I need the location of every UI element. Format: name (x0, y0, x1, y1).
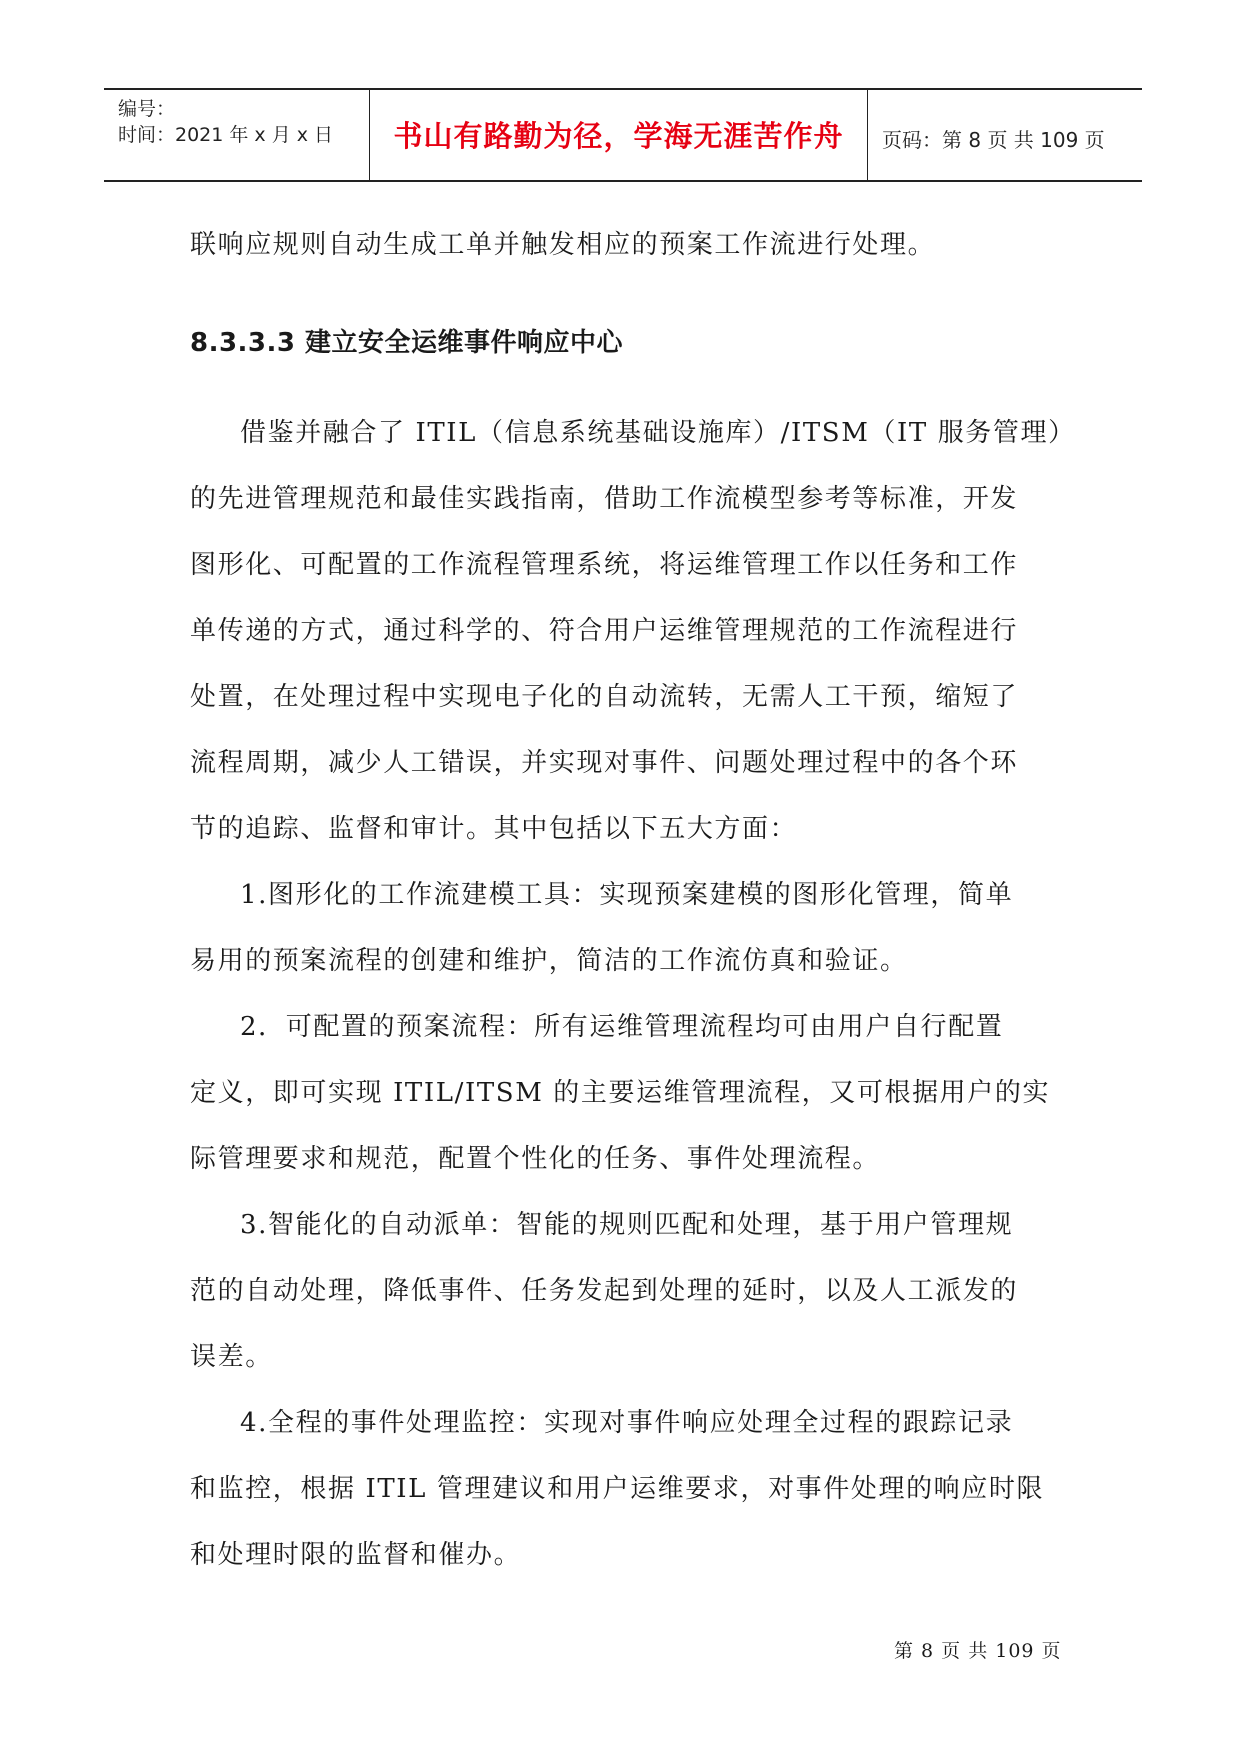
list-item-line: 1.图形化的工作流建模工具：实现预案建模的图形化管理，简单 (240, 880, 1014, 910)
header-page-cell (868, 90, 1142, 180)
list-item-line: 定义，即可实现 ITIL/ITSM 的主要运维管理流程，又可根据用户的实 (190, 1078, 1051, 1108)
list-item-line: 2．可配置的预案流程：所有运维管理流程均可由用户自行配置 (240, 1012, 1004, 1042)
section-heading: 8.3.3.3 建立安全运维事件响应中心 (190, 328, 624, 358)
list-item-line: 际管理要求和规范，配置个性化的任务、事件处理流程。 (190, 1144, 881, 1174)
list-item-line: 和监控，根据 ITIL 管理建议和用户运维要求，对事件处理的响应时限 (190, 1474, 1045, 1504)
paragraph-line: 借鉴并融合了 ITIL（信息系统基础设施库）/ITSM（IT 服务管理） (240, 418, 1076, 448)
paragraph-line: 单传递的方式，通过科学的、符合用户运维管理规范的工作流程进行 (190, 616, 1019, 646)
list-item-line: 误差。 (190, 1342, 273, 1372)
paragraph-line: 图形化、可配置的工作流程管理系统，将运维管理工作以任务和工作 (190, 550, 1019, 580)
paragraph-line: 流程周期，减少人工错误，并实现对事件、问题处理过程中的各个环 (190, 748, 1019, 778)
paragraph-line: 联响应规则自动生成工单并触发相应的预案工作流进行处理。 (190, 230, 936, 260)
serial-number-label: 编号： (118, 98, 176, 120)
motto-text: 书山有路勤为径，学海无涯苦作舟 (393, 119, 844, 153)
header-motto-cell (370, 90, 868, 180)
list-item-line: 4.全程的事件处理监控：实现对事件响应处理全过程的跟踪记录 (240, 1408, 1014, 1438)
list-item-line: 3.智能化的自动派单：智能的规则匹配和处理，基于用户管理规 (240, 1210, 1014, 1240)
list-item-line: 范的自动处理，降低事件、任务发起到处理的延时，以及人工派发的 (190, 1276, 1019, 1306)
paragraph-line: 的先进管理规范和最佳实践指南，借助工作流模型参考等标准，开发 (190, 484, 1019, 514)
header-meta-cell (104, 90, 370, 180)
paragraph-line: 节的追踪、监督和审计。其中包括以下五大方面： (190, 814, 798, 844)
page-header (104, 88, 1142, 182)
header-page-number: 页码：第 8 页 共 109 页 (882, 128, 1105, 152)
footer-page-number: 第 8 页 共 109 页 (894, 1640, 1062, 1662)
list-item-line: 易用的预案流程的创建和维护，简洁的工作流仿真和验证。 (190, 946, 908, 976)
date-label: 时间：2021 年 x 月 x 日 (118, 124, 334, 146)
paragraph-line: 处置，在处理过程中实现电子化的自动流转，无需人工干预，缩短了 (190, 682, 1019, 712)
list-item-line: 和处理时限的监督和催办。 (190, 1540, 522, 1570)
